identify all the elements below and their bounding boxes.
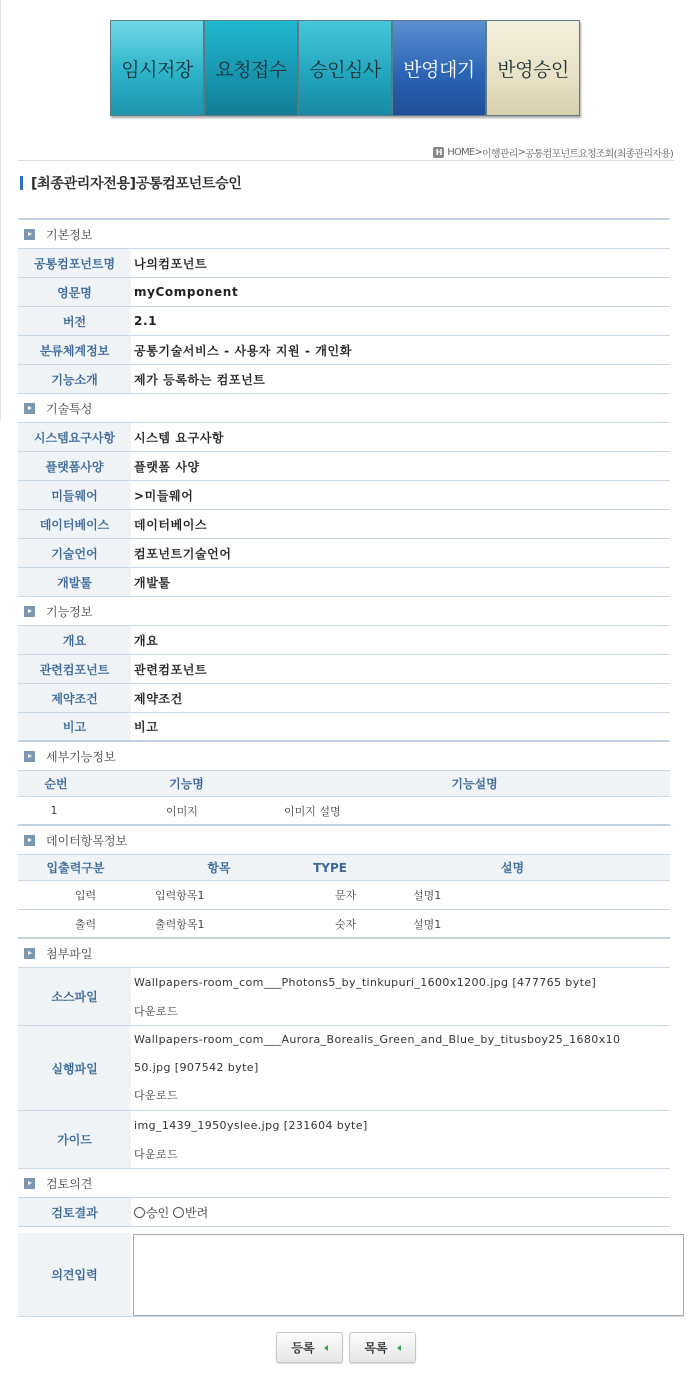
section-basic-info — [18, 220, 670, 249]
column-header: 항목 — [207, 861, 231, 875]
download-link[interactable]: 다운로드 — [134, 1148, 179, 1161]
row-database — [18, 510, 670, 539]
field-label: 개발툴 — [18, 568, 131, 596]
field-label: 가이드 — [18, 1111, 131, 1168]
field-value: 비고 — [134, 720, 159, 734]
arrow-bullet-icon — [24, 606, 35, 617]
review-radio-group — [131, 1204, 670, 1221]
reject-label[interactable]: 반려 — [185, 1205, 209, 1220]
column-header: 기능설명 — [451, 777, 498, 791]
field-label: 의견입력 — [18, 1233, 131, 1316]
row-middleware — [18, 481, 670, 510]
column-header: 설명 — [500, 861, 525, 875]
row-remarks — [18, 713, 670, 742]
section-label: 기본정보 — [46, 227, 93, 242]
section-tech-spec — [18, 394, 670, 423]
table-cell: 숫자 — [335, 917, 357, 931]
section-label: 데이터항목정보 — [46, 833, 128, 848]
table-row — [18, 910, 670, 939]
opinion-textarea[interactable] — [133, 1234, 684, 1316]
section-data-items — [18, 826, 670, 855]
title-bar-icon — [20, 176, 23, 190]
file-body — [131, 1111, 670, 1168]
field-value: 데이터베이스 — [134, 517, 208, 532]
row-classification — [18, 336, 670, 365]
field-label: 버전 — [18, 307, 131, 335]
field-value: myComponent — [134, 285, 239, 299]
field-value: 제약조건 — [134, 691, 183, 706]
row-system-requirements — [18, 423, 670, 452]
list-button-label: 목록 — [364, 1341, 388, 1355]
row-review-result — [18, 1198, 670, 1227]
step-apply-approved[interactable]: 반영승인 — [486, 20, 580, 116]
field-value: 개발툴 — [134, 575, 171, 590]
data-table-header — [18, 855, 670, 881]
file-body — [131, 968, 670, 1025]
column-header: 기능명 — [169, 777, 204, 791]
arrow-left-icon — [397, 1345, 401, 1351]
arrow-bullet-icon — [24, 948, 35, 959]
field-label: 미들웨어 — [18, 481, 131, 509]
section-label: 검토의견 — [46, 1176, 93, 1191]
field-label: 제약조건 — [18, 684, 131, 712]
file-body — [131, 1026, 670, 1110]
arrow-bullet-icon — [24, 1178, 35, 1189]
action-buttons — [276, 1332, 416, 1363]
column-header: 순번 — [44, 777, 68, 791]
left-border-line — [0, 0, 1, 420]
field-label: 검토결과 — [18, 1198, 131, 1226]
arrow-left-icon — [324, 1345, 328, 1351]
breadcrumb-home[interactable]: HOME — [447, 147, 475, 158]
table-row — [18, 797, 670, 826]
breadcrumb-level1[interactable]: 이행관리 — [481, 149, 518, 160]
download-link[interactable]: 다운로드 — [134, 1089, 179, 1102]
field-label: 플랫폼사양 — [18, 452, 131, 480]
table-row — [18, 881, 670, 910]
section-label: 세부기능정보 — [46, 749, 116, 764]
field-label: 기술언어 — [18, 539, 131, 567]
arrow-bullet-icon — [24, 835, 35, 846]
approval-form — [18, 218, 670, 1227]
arrow-bullet-icon — [24, 403, 35, 414]
file-name: Wallpapers-room_com___Aurora_Borealis_Green_and_Blue_by_titusboy25_1680x10 — [134, 1033, 621, 1046]
register-button[interactable] — [276, 1332, 343, 1363]
field-value: 나의컴포넌트 — [134, 256, 208, 271]
row-related-component — [18, 655, 670, 684]
field-value: 시스템 요구사항 — [134, 430, 225, 445]
section-detail-function — [18, 742, 670, 771]
section-review — [18, 1169, 670, 1198]
breadcrumb-level2: 공통컴포넌트요청조회(최종관리자용) — [525, 149, 673, 160]
field-value: 공통기술서비스 - 사용자 지원 - 개인화 — [134, 343, 352, 358]
title-divider — [18, 160, 674, 161]
field-label: 기능소개 — [18, 365, 131, 393]
section-label: 첨부파일 — [46, 946, 93, 961]
field-label: 비고 — [18, 713, 131, 740]
field-value: >미들웨어 — [134, 488, 194, 503]
breadcrumb — [433, 145, 673, 160]
reject-radio[interactable] — [173, 1207, 184, 1218]
field-value: 2.1 — [134, 314, 158, 328]
table-cell: 입력항목1 — [155, 889, 205, 902]
table-cell: 이미지 설명 — [284, 804, 341, 818]
field-label: 시스템요구사항 — [18, 423, 131, 451]
section-function-info — [18, 597, 670, 626]
row-constraints — [18, 684, 670, 713]
file-name: img_1439_1950yslee.jpg [231604 byte] — [134, 1119, 368, 1132]
step-approval-review[interactable]: 승인심사 — [298, 20, 392, 116]
page-title — [20, 173, 242, 193]
row-guide-file — [18, 1111, 670, 1169]
table-cell: 문자 — [335, 889, 357, 902]
step-request-received[interactable]: 요청접수 — [204, 20, 298, 116]
arrow-bullet-icon — [24, 229, 35, 240]
field-label: 관련컴포넌트 — [18, 655, 131, 683]
detail-table-header — [18, 771, 670, 797]
field-label: 공통컴포넌트명 — [18, 249, 131, 277]
field-value: 제가 등록하는 컴포넌트 — [134, 372, 266, 387]
breadcrumb-separator: > — [474, 147, 482, 158]
field-value: 관련컴포넌트 — [134, 662, 208, 677]
row-overview — [18, 626, 670, 655]
section-label: 기술특성 — [46, 401, 93, 416]
table-cell: 입력 — [74, 889, 97, 902]
breadcrumb-separator: > — [517, 147, 526, 158]
table-cell: 이미지 — [166, 804, 198, 818]
field-value: 개요 — [134, 633, 159, 648]
field-label: 실행파일 — [18, 1026, 131, 1110]
field-value: 플랫폼 사양 — [134, 459, 200, 474]
row-dev-tool — [18, 568, 670, 597]
row-function-intro — [18, 365, 670, 394]
row-version — [18, 307, 670, 336]
table-cell: 출력 — [74, 917, 97, 931]
row-tech-language — [18, 539, 670, 568]
row-exec-file — [18, 1026, 670, 1111]
row-platform — [18, 452, 670, 481]
workflow-steps — [110, 20, 580, 116]
table-cell: 설명1 — [413, 917, 442, 931]
section-label: 기능정보 — [46, 604, 93, 619]
step-pending-apply[interactable]: 반영대기 — [392, 20, 486, 116]
field-label: 데이터베이스 — [18, 510, 131, 538]
row-component-name — [18, 249, 670, 278]
arrow-bullet-icon — [24, 751, 35, 762]
table-cell: 설명1 — [413, 889, 442, 902]
field-label: 영문명 — [18, 278, 131, 306]
register-button-label: 등록 — [291, 1341, 315, 1355]
column-header: 입출력구분 — [46, 861, 105, 875]
section-attachments — [18, 939, 670, 968]
field-label: 개요 — [18, 626, 131, 654]
field-label: 분류체계정보 — [18, 336, 131, 364]
field-value: 컴포넌트기술언어 — [134, 546, 232, 561]
column-header: TYPE — [313, 860, 347, 875]
list-button[interactable] — [349, 1332, 416, 1363]
row-opinion — [18, 1233, 684, 1317]
page-title-text: [최종관리자전용]공통컴포넌트승인 — [31, 176, 242, 192]
row-source-file — [18, 968, 670, 1026]
file-name: 50.jpg [907542 byte] — [134, 1061, 259, 1074]
approve-label[interactable]: 승인 — [146, 1205, 170, 1220]
field-label: 소스파일 — [18, 968, 131, 1025]
row-english-name — [18, 278, 670, 307]
file-name: Wallpapers-room_com___Photons5_by_tinkupuri_1600x1200.jpg [477765 byte] — [134, 976, 597, 989]
step-temp-save[interactable]: 임시저장 — [110, 20, 204, 116]
download-link[interactable]: 다운로드 — [134, 1005, 179, 1018]
table-cell: 출력항목1 — [155, 917, 205, 931]
home-icon: H — [433, 147, 444, 158]
table-cell: 1 — [50, 804, 58, 817]
approve-radio[interactable] — [134, 1207, 145, 1218]
